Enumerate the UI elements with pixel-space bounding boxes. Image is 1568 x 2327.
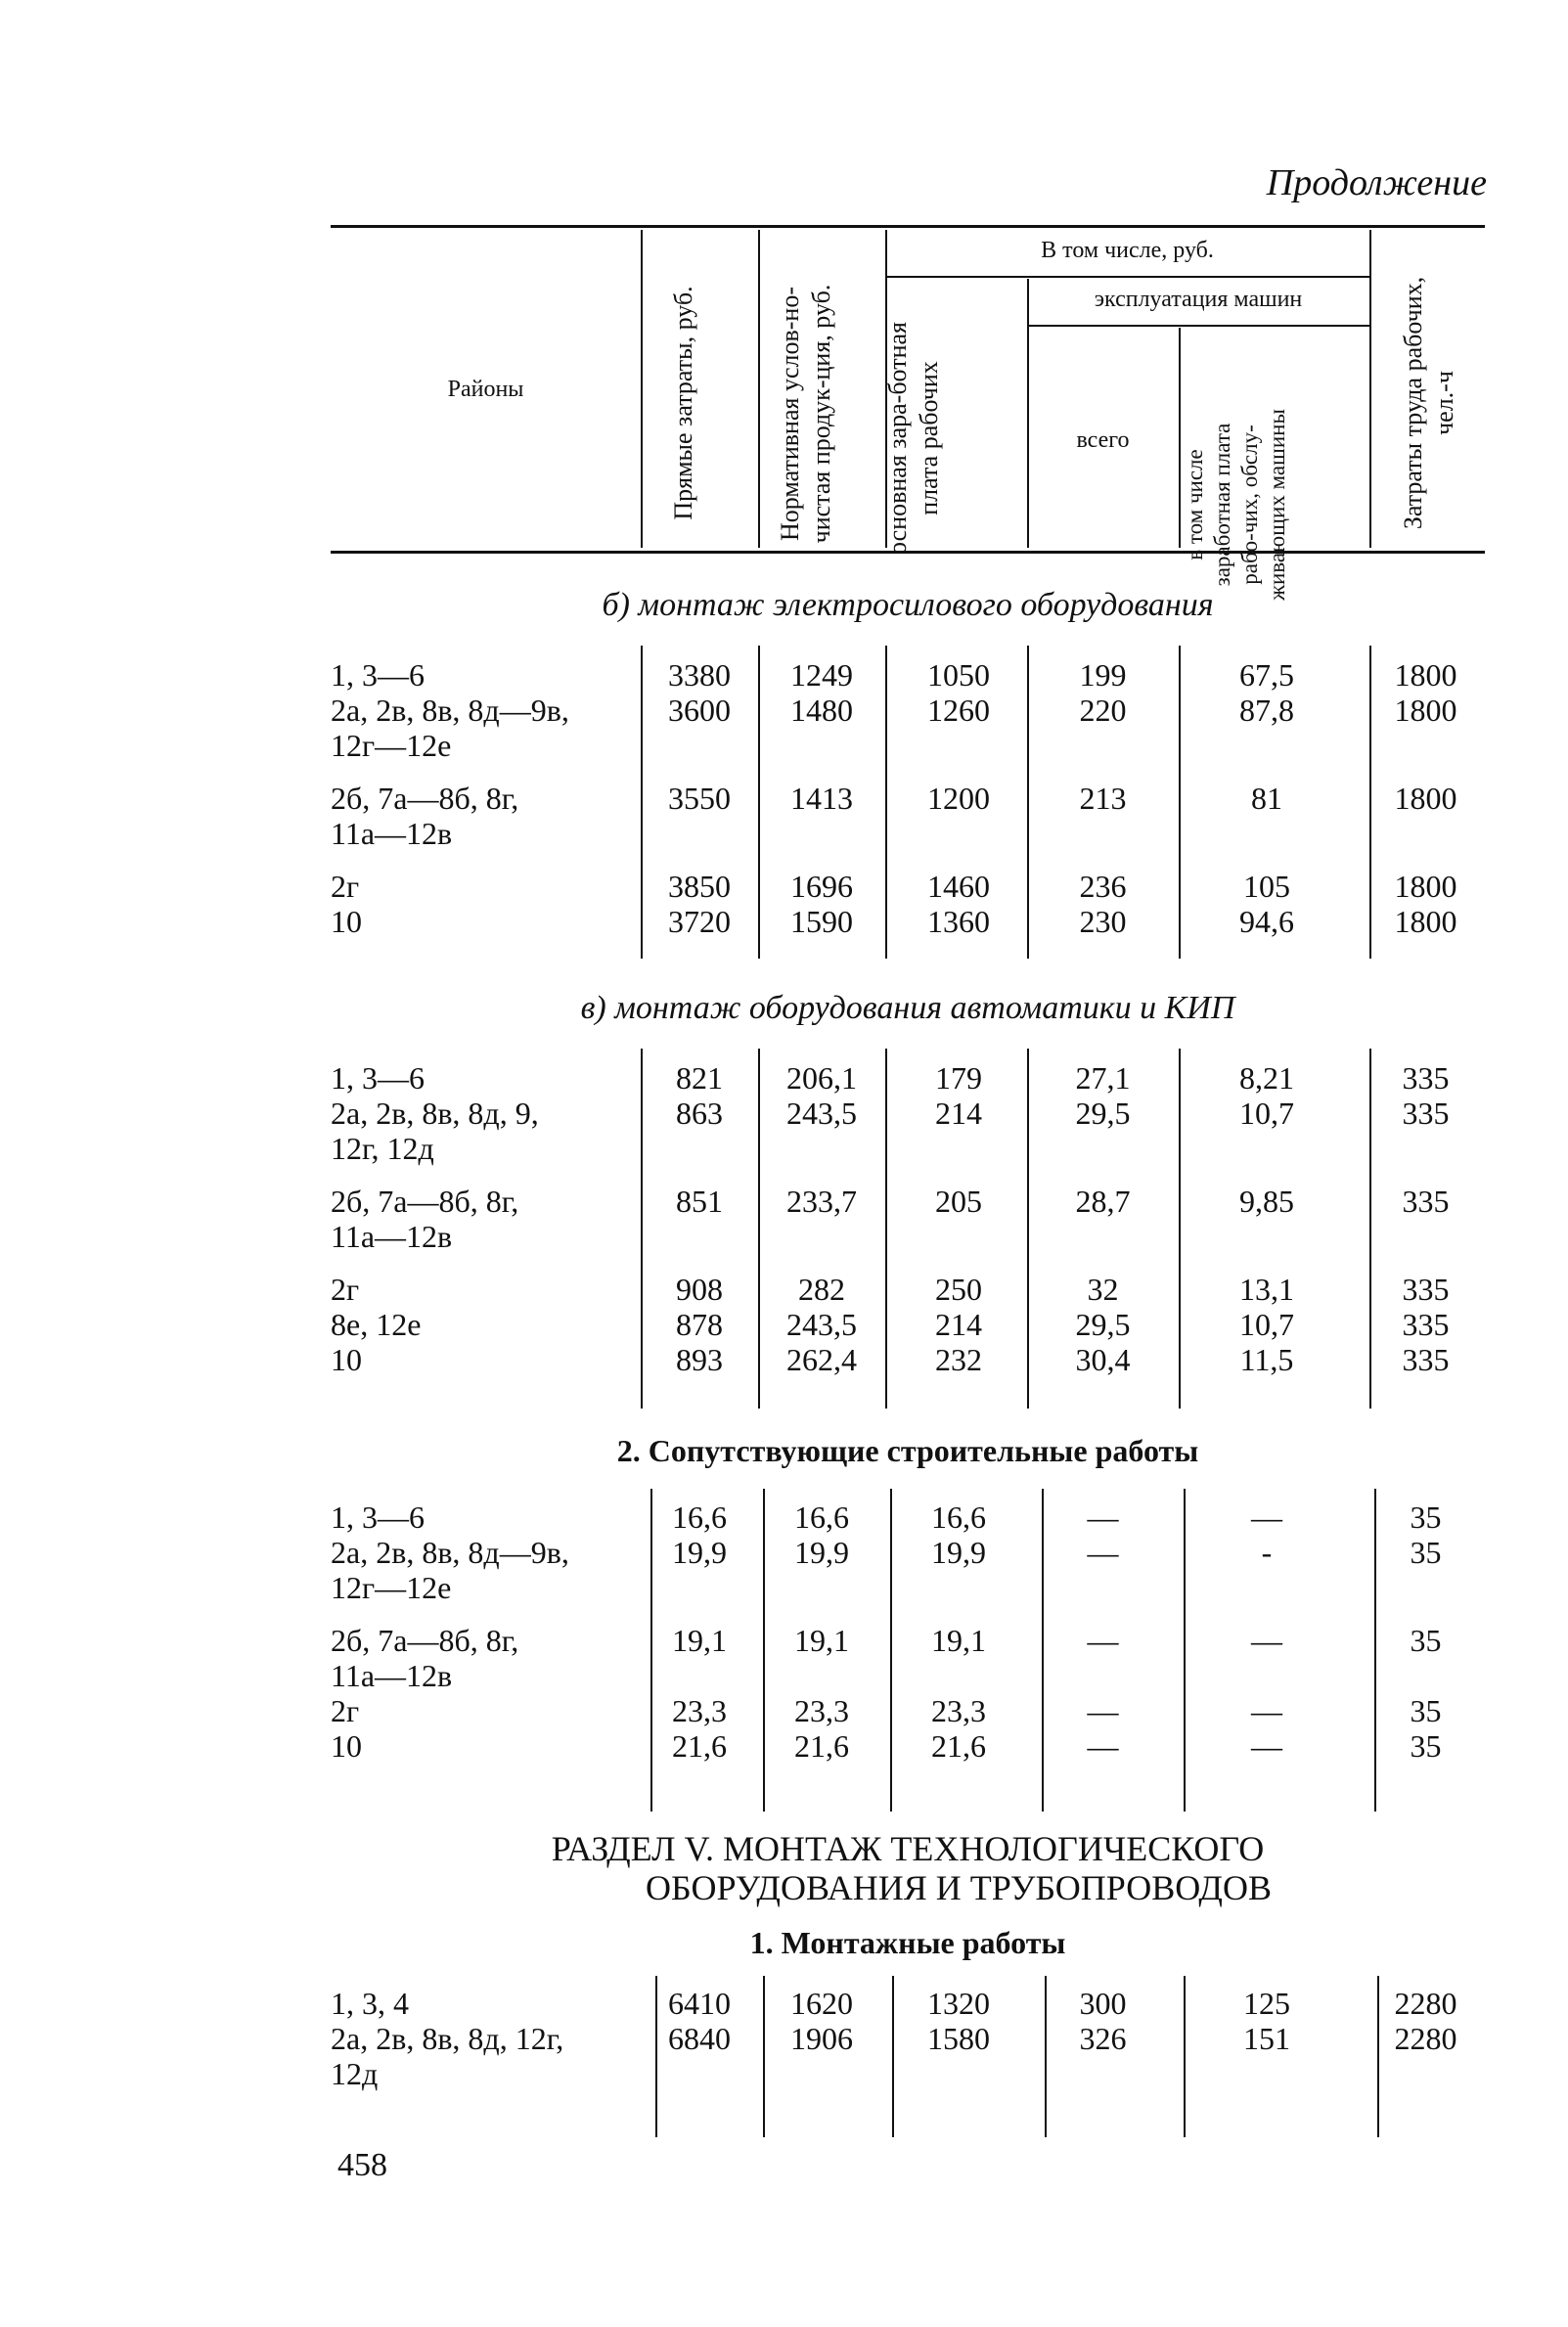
cell-machine-wage: 125 <box>1243 1986 1290 2021</box>
cell-base-wage: 250 <box>935 1272 982 1307</box>
table-row-label: 10 <box>331 1342 362 1377</box>
cell-machine-total: 28,7 <box>1075 1184 1131 1219</box>
cell-labor: 35 <box>1410 1728 1442 1764</box>
column-divider <box>1027 646 1029 959</box>
cell-labor: 2280 <box>1394 1986 1457 2021</box>
cell-machine-wage: 94,6 <box>1239 904 1294 939</box>
cell-machine-wage: 9,85 <box>1239 1184 1294 1219</box>
page-number: 458 <box>337 2147 387 2183</box>
table-row-label: 2г <box>331 1272 360 1307</box>
cell-machine-wage: 11,5 <box>1239 1342 1294 1377</box>
cell-base-wage: 1260 <box>927 693 990 728</box>
cell-direct-costs: 3600 <box>668 693 731 728</box>
cell-normative: 1906 <box>790 2021 853 2056</box>
cell-base-wage: 179 <box>935 1060 982 1096</box>
section-b-title: б) монтаж электросилового оборудования <box>602 587 1214 623</box>
header-divider <box>1027 279 1029 548</box>
header-base-wage: основная зара-ботная плата рабочих <box>883 322 943 555</box>
cell-direct-costs: 878 <box>676 1307 723 1342</box>
cell-machine-total: 236 <box>1079 869 1127 904</box>
cell-labor: 335 <box>1402 1060 1450 1096</box>
cell-base-wage: 23,3 <box>931 1693 986 1728</box>
cell-normative: 19,9 <box>794 1535 849 1570</box>
cell-labor: 1800 <box>1394 869 1457 904</box>
cell-machine-total: 300 <box>1079 1986 1127 2021</box>
cell-labor: 1800 <box>1394 904 1457 939</box>
column-divider <box>758 646 760 959</box>
cell-labor: 35 <box>1410 1535 1442 1570</box>
table-row-label: 2а, 2в, 8в, 8д—9в, <box>331 693 569 728</box>
cell-normative: 262,4 <box>786 1342 857 1377</box>
cell-normative: 16,6 <box>794 1499 849 1535</box>
cell-direct-costs: 3550 <box>668 781 731 816</box>
header-total: всего <box>1076 427 1130 453</box>
table-row-label: 1, 3—6 <box>331 1499 425 1535</box>
cell-machine-wage: — <box>1251 1499 1282 1535</box>
table-row-label: 2г <box>331 1693 360 1728</box>
cell-base-wage: 232 <box>935 1342 982 1377</box>
cell-direct-costs: 908 <box>676 1272 723 1307</box>
cell-machine-wage: 10,7 <box>1239 1307 1294 1342</box>
column-divider <box>1179 1049 1181 1409</box>
table-row-label: 10 <box>331 904 362 939</box>
cell-machine-total: 220 <box>1079 693 1127 728</box>
cell-base-wage: 1360 <box>927 904 990 939</box>
cell-machine-wage: 81 <box>1251 781 1282 816</box>
table-row-label: 1, 3—6 <box>331 1060 425 1096</box>
cell-machine-wage: — <box>1251 1728 1282 1764</box>
cell-direct-costs: 3720 <box>668 904 731 939</box>
cell-machine-wage: 67,5 <box>1239 657 1294 693</box>
cell-machine-wage: 151 <box>1243 2021 1290 2056</box>
cell-machine-wage: - <box>1261 1535 1273 1570</box>
table-row-label: 2б, 7а—8б, 8г, <box>331 781 519 816</box>
cell-labor: 2280 <box>1394 2021 1457 2056</box>
section-v-title: в) монтаж оборудования автоматики и КИП <box>580 990 1235 1026</box>
cell-base-wage: 1320 <box>927 1986 990 2021</box>
razdel-title-line1: РАЗДЕЛ V. МОНТАЖ ТЕХНОЛОГИЧЕСКОГО <box>551 1829 1265 1868</box>
cell-normative: 282 <box>798 1272 845 1307</box>
cell-normative: 1696 <box>790 869 853 904</box>
cell-direct-costs: 3380 <box>668 657 731 693</box>
cell-base-wage: 1050 <box>927 657 990 693</box>
cell-normative: 1413 <box>790 781 853 816</box>
table-row-label-cont: 12д <box>331 2056 379 2091</box>
table-row-label: 2а, 2в, 8в, 8д—9в, <box>331 1535 569 1570</box>
cell-direct-costs: 6840 <box>668 2021 731 2056</box>
cell-labor: 35 <box>1410 1693 1442 1728</box>
cell-labor: 1800 <box>1394 781 1457 816</box>
cell-machine-wage: 105 <box>1243 869 1290 904</box>
cell-base-wage: 19,1 <box>931 1623 986 1658</box>
table-row-label: 2г <box>331 869 360 904</box>
cell-normative: 1590 <box>790 904 853 939</box>
table-row-label-cont: 12г, 12д <box>331 1131 434 1166</box>
cell-machine-wage: 10,7 <box>1239 1096 1294 1131</box>
cell-normative: 19,1 <box>794 1623 849 1658</box>
header-labor: Затраты труда рабочих, чел.-ч <box>1399 276 1458 530</box>
cell-normative: 1480 <box>790 693 853 728</box>
cell-normative: 233,7 <box>786 1184 857 1219</box>
cell-machine-wage: 13,1 <box>1239 1272 1294 1307</box>
cell-normative: 21,6 <box>794 1728 849 1764</box>
cell-machine-total: 213 <box>1079 781 1127 816</box>
table-row-label: 2б, 7а—8б, 8г, <box>331 1623 519 1658</box>
cell-direct-costs: 851 <box>676 1184 723 1219</box>
cell-machine-total: — <box>1087 1535 1119 1570</box>
column-divider <box>758 1049 760 1409</box>
cell-base-wage: 1580 <box>927 2021 990 2056</box>
cell-machine-total: — <box>1087 1623 1119 1658</box>
table-row-label-cont: 11а—12в <box>331 816 453 851</box>
cell-normative: 23,3 <box>794 1693 849 1728</box>
cell-base-wage: 1460 <box>927 869 990 904</box>
cell-direct-costs: 3850 <box>668 869 731 904</box>
cell-labor: 335 <box>1402 1272 1450 1307</box>
cell-labor: 335 <box>1402 1184 1450 1219</box>
cell-direct-costs: 16,6 <box>672 1499 727 1535</box>
section-2-title: 2. Сопутствующие строительные работы <box>616 1433 1199 1468</box>
cell-normative: 1620 <box>790 1986 853 2021</box>
header-divider <box>1369 230 1371 548</box>
cell-machine-wage: 8,21 <box>1239 1060 1294 1096</box>
section-1-title: 1. Монтажные работы <box>749 1925 1066 1960</box>
table-row-label: 1, 3—6 <box>331 657 425 693</box>
table-row-label: 1, 3, 4 <box>331 1986 409 2021</box>
header-incl-wage: в том числе заработная плата рабо-чих, обслу-живающих машины <box>1183 409 1289 601</box>
continuation-label: Продолжение <box>1266 162 1487 203</box>
table-row-label: 8е, 12е <box>331 1307 422 1342</box>
cell-direct-costs: 19,9 <box>672 1535 727 1570</box>
header-direct-costs: Прямые затраты, руб. <box>669 286 697 520</box>
cell-machine-wage: — <box>1251 1623 1282 1658</box>
cell-base-wage: 16,6 <box>931 1499 986 1535</box>
cell-machine-total: — <box>1087 1693 1119 1728</box>
cell-machine-total: 230 <box>1079 904 1127 939</box>
cell-direct-costs: 821 <box>676 1060 723 1096</box>
cell-labor: 35 <box>1410 1623 1442 1658</box>
header-divider <box>1179 328 1181 548</box>
cell-direct-costs: 21,6 <box>672 1728 727 1764</box>
table-row-label: 2а, 2в, 8в, 8д, 12г, <box>331 2021 564 2056</box>
cell-base-wage: 205 <box>935 1184 982 1219</box>
cell-base-wage: 19,9 <box>931 1535 986 1570</box>
razdel-title-line2: ОБОРУДОВАНИЯ И ТРУБОПРОВОДОВ <box>646 1868 1272 1907</box>
table-row-label-cont: 12г—12е <box>331 728 452 763</box>
table-row-label: 10 <box>331 1728 362 1764</box>
cell-labor: 335 <box>1402 1096 1450 1131</box>
table-row-label-cont: 12г—12е <box>331 1570 452 1605</box>
column-divider <box>1027 1049 1029 1409</box>
cell-direct-costs: 893 <box>676 1342 723 1377</box>
cell-machine-total: 29,5 <box>1075 1307 1131 1342</box>
cell-normative: 206,1 <box>786 1060 857 1096</box>
cell-base-wage: 214 <box>935 1096 982 1131</box>
cell-labor: 35 <box>1410 1499 1442 1535</box>
cell-direct-costs: 19,1 <box>672 1623 727 1658</box>
cell-direct-costs: 23,3 <box>672 1693 727 1728</box>
cell-labor: 1800 <box>1394 657 1457 693</box>
cell-normative: 243,5 <box>786 1096 857 1131</box>
header-subrule <box>885 276 1369 278</box>
table-row-label-cont: 11а—12в <box>331 1658 453 1693</box>
cell-base-wage: 214 <box>935 1307 982 1342</box>
column-divider <box>1179 646 1181 959</box>
cell-base-wage: 21,6 <box>931 1728 986 1764</box>
cell-machine-total: 32 <box>1087 1272 1119 1307</box>
cell-labor: 335 <box>1402 1342 1450 1377</box>
header-divider <box>641 230 643 548</box>
cell-machine-wage: — <box>1251 1693 1282 1728</box>
column-divider <box>885 646 887 959</box>
table-row-label-cont: 11а—12в <box>331 1219 453 1254</box>
cell-machine-total: 29,5 <box>1075 1096 1131 1131</box>
header-machine-operation: эксплуатация машин <box>1094 287 1303 312</box>
cell-base-wage: 1200 <box>927 781 990 816</box>
cell-normative: 1249 <box>790 657 853 693</box>
cell-direct-costs: 863 <box>676 1096 723 1131</box>
cell-normative: 243,5 <box>786 1307 857 1342</box>
cell-machine-total: — <box>1087 1499 1119 1535</box>
header-including: В том числе, руб. <box>1041 238 1214 263</box>
cell-machine-total: 30,4 <box>1075 1342 1131 1377</box>
header-normative: Нормативная услов-но-чистая продук-ция, руб. <box>776 284 835 544</box>
header-divider <box>758 230 760 548</box>
cell-machine-total: 199 <box>1079 657 1127 693</box>
cell-machine-wage: 87,8 <box>1239 693 1294 728</box>
cell-machine-total: 326 <box>1079 2021 1127 2056</box>
cell-labor: 335 <box>1402 1307 1450 1342</box>
cell-machine-total: — <box>1087 1728 1119 1764</box>
header-regions: Районы <box>447 377 524 402</box>
header-subrule <box>1027 325 1369 327</box>
column-divider <box>885 1049 887 1409</box>
table-row-label: 2б, 7а—8б, 8г, <box>331 1184 519 1219</box>
header-top-rule <box>331 225 1485 228</box>
cell-machine-total: 27,1 <box>1075 1060 1131 1096</box>
cell-direct-costs: 6410 <box>668 1986 731 2021</box>
cell-labor: 1800 <box>1394 693 1457 728</box>
table-row-label: 2а, 2в, 8в, 8д, 9, <box>331 1096 539 1131</box>
